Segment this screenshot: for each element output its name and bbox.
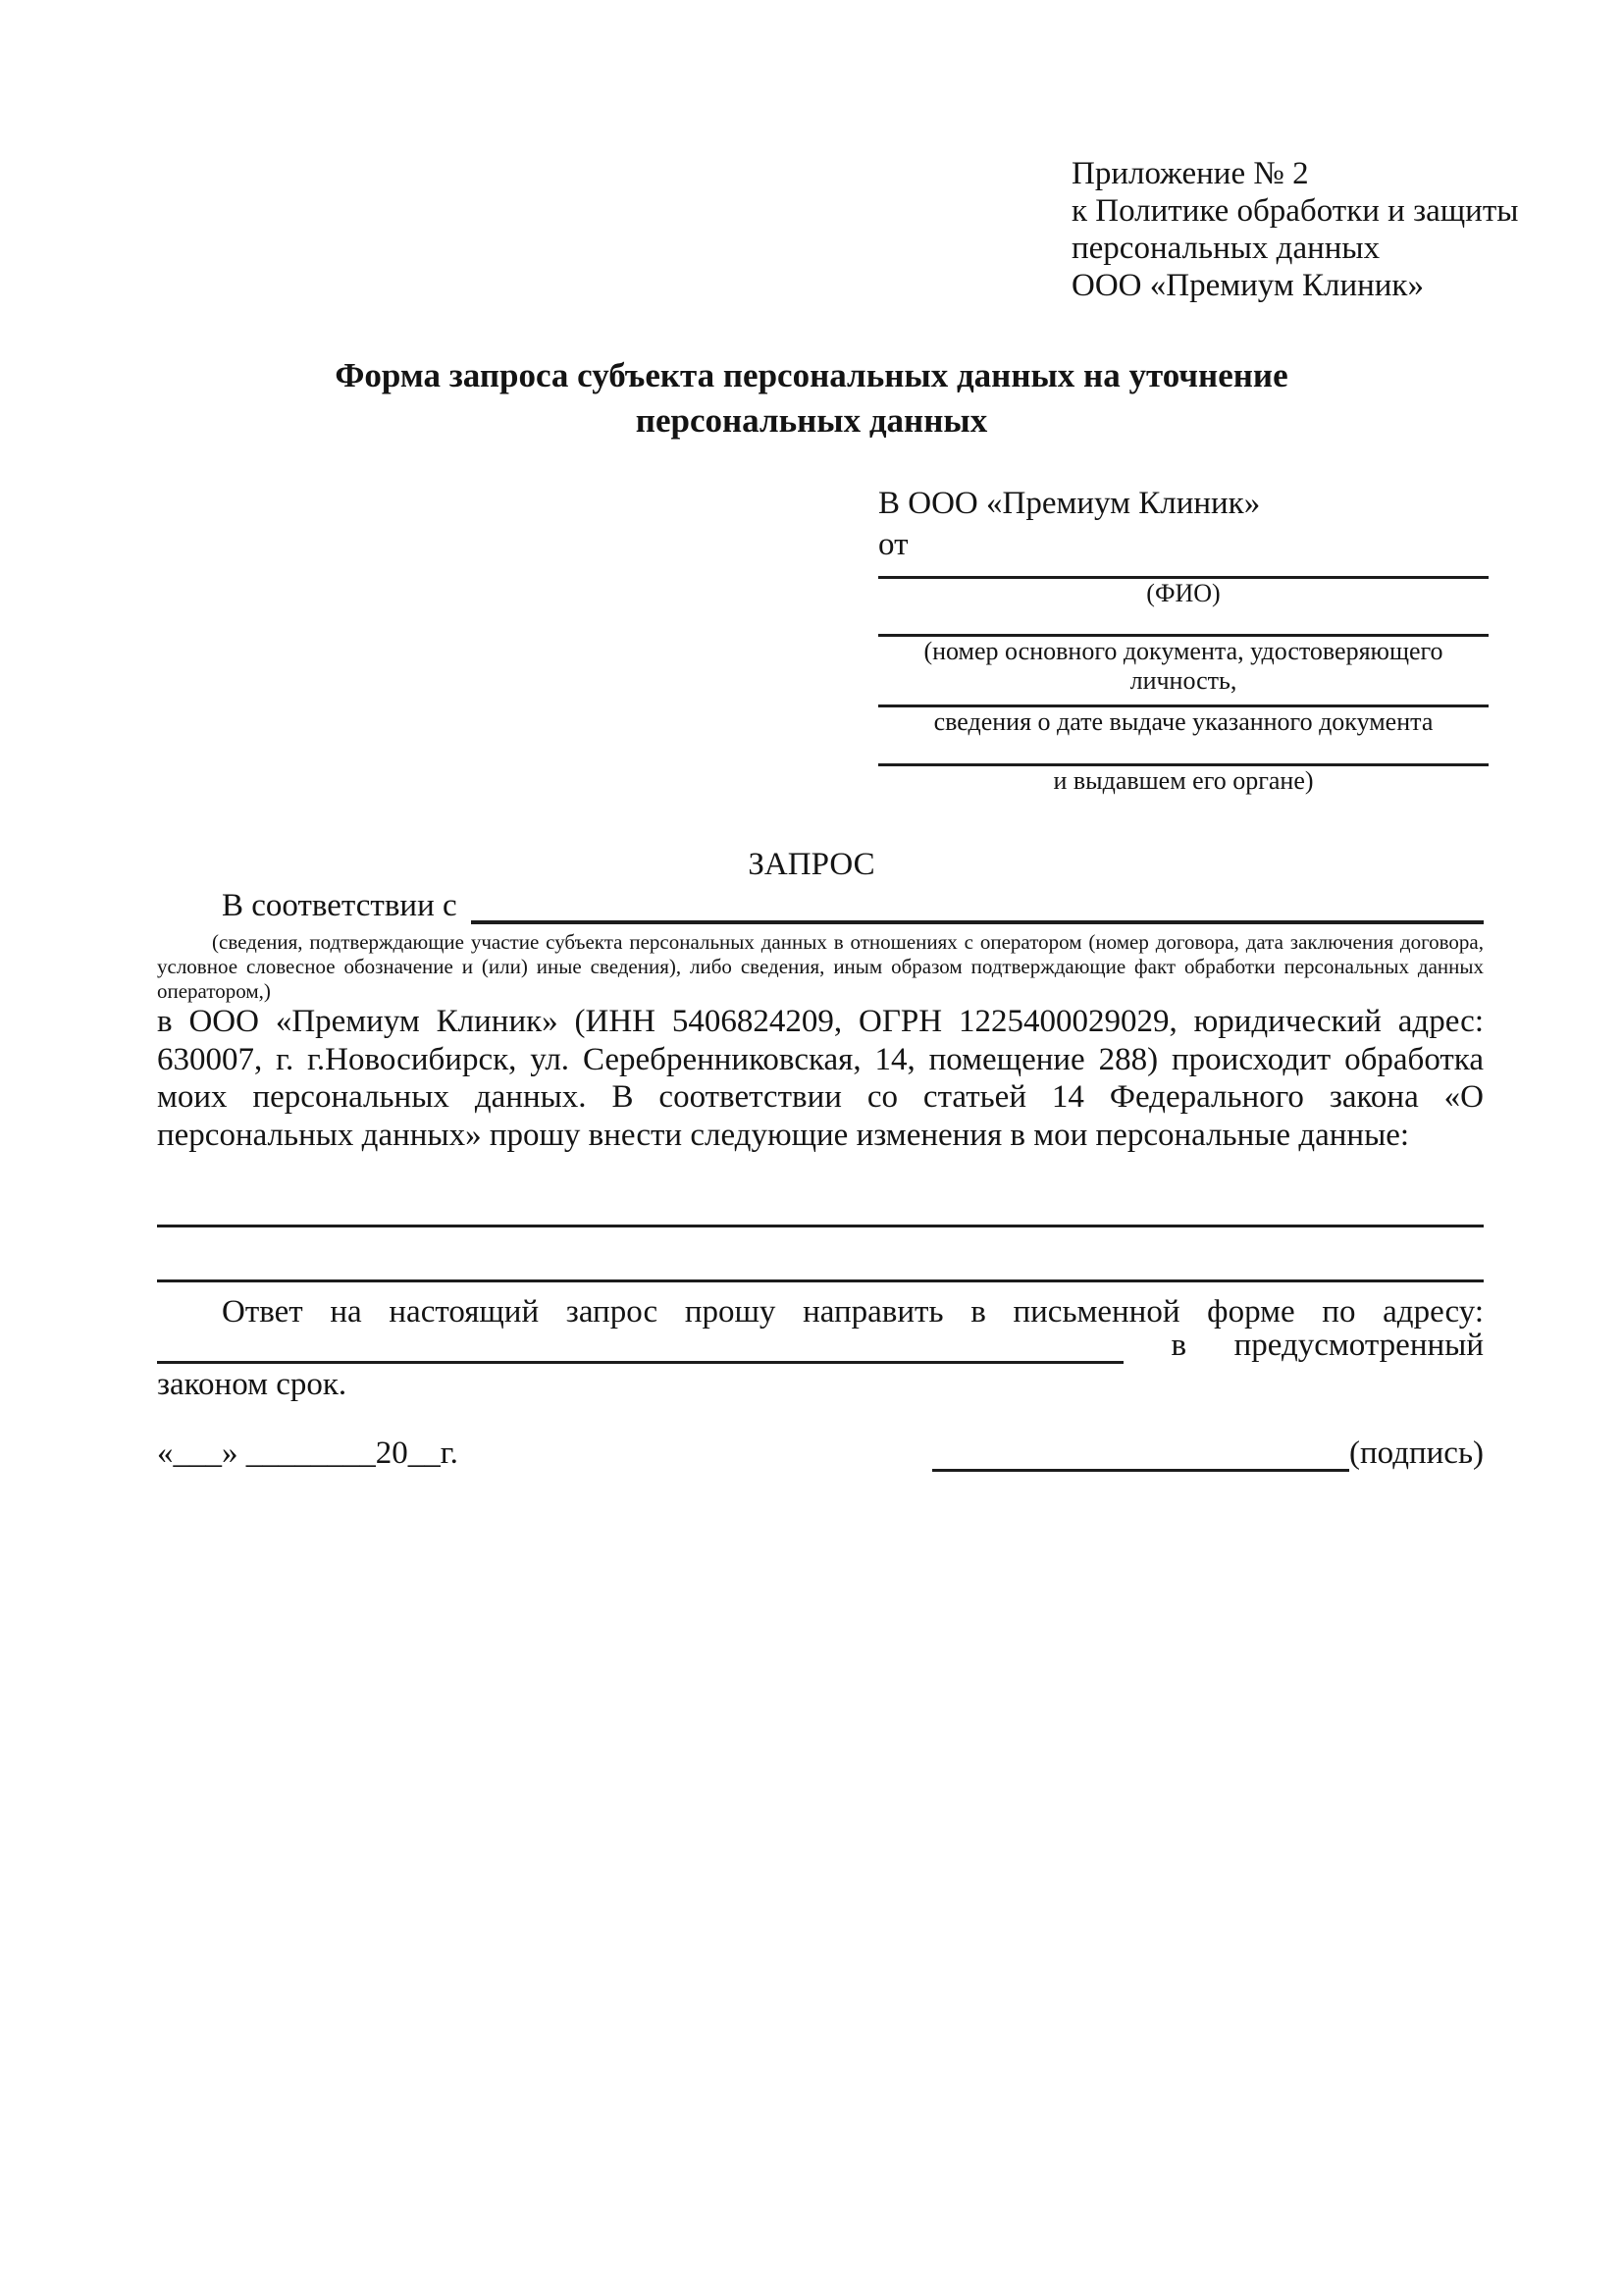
accordance-label: В соответствии с: [222, 888, 457, 923]
issuing-authority-fill-line: [878, 737, 1489, 766]
reply-address-row: [157, 1327, 1484, 1364]
date-signature-row: [157, 1435, 1484, 1472]
addressee-from-label: от: [878, 527, 909, 562]
request-heading: ЗАПРОС: [748, 847, 875, 882]
fio-caption: (ФИО): [1146, 579, 1221, 607]
document-title-text: Форма запроса субъекта персональных данных на уточнение персональных данных: [335, 356, 1288, 440]
changes-fill-line-1: [157, 1207, 1484, 1227]
fio-fill-line: [878, 559, 1489, 579]
addressee-organization: В ООО «Премиум Клиник»: [878, 486, 1261, 521]
issuing-authority-caption: и выдавшем его органе): [1053, 766, 1314, 795]
body-paragraph: в ООО «Премиум Клиник» (ИНН 5406824209, ОГРН 1225400029029, юридический адрес: 630007, г. г.Новосибирск, ул. Серебренниковская, 14, помещение 288) происходит обработка моих персональных данных. В соответствии со статьей 14 Федерального закона «О персональных данных» прошу внести следующие изменения в мои персональные данные:: [157, 1004, 1484, 1153]
document-title: [149, 353, 1474, 444]
reply-tail-word: в: [1171, 1328, 1187, 1363]
accordance-row: [157, 885, 1484, 924]
signature-fill-line: [932, 1435, 1349, 1472]
reply-tail-word: предусмотренный: [1233, 1328, 1484, 1363]
date-fill-text: «___» ________20__г.: [157, 1435, 458, 1471]
accordance-footnote: (сведения, подтверждающие участие субъекта персональных данных в отношениях с оператором (номер договора, дата заключения договора, условное словесное обозначение и (или) иные сведения), либо сведения, иным образом подтверждающие факт обработки персональных данных оператором,): [157, 930, 1484, 1003]
appendix-line: к Политике обработки и защиты: [1072, 193, 1519, 229]
reply-address-fill-line: [157, 1328, 1124, 1364]
signature-caption: (подпись): [1349, 1435, 1484, 1471]
document-number-caption: (номер основного документа, удостоверяющего личность,: [923, 637, 1443, 695]
signature-group: [932, 1435, 1484, 1472]
accordance-fill-line: [471, 885, 1484, 924]
document-number-fill-line: [878, 608, 1489, 637]
addressee-block: [878, 485, 1489, 796]
appendix-header: [1072, 155, 1533, 304]
issue-date-caption: сведения о дате выдаче указанного документа: [933, 707, 1434, 736]
appendix-line: Приложение № 2: [1072, 156, 1309, 191]
appendix-line: ООО «Премиум Клиник»: [1072, 268, 1424, 303]
reply-sentence: Ответ на настоящий запрос прошу направить в письменной форме по адресу:: [222, 1294, 1484, 1330]
reply-closing: законом срок.: [157, 1367, 347, 1402]
changes-fill-line-2: [157, 1262, 1484, 1282]
appendix-line: персональных данных: [1072, 231, 1381, 266]
